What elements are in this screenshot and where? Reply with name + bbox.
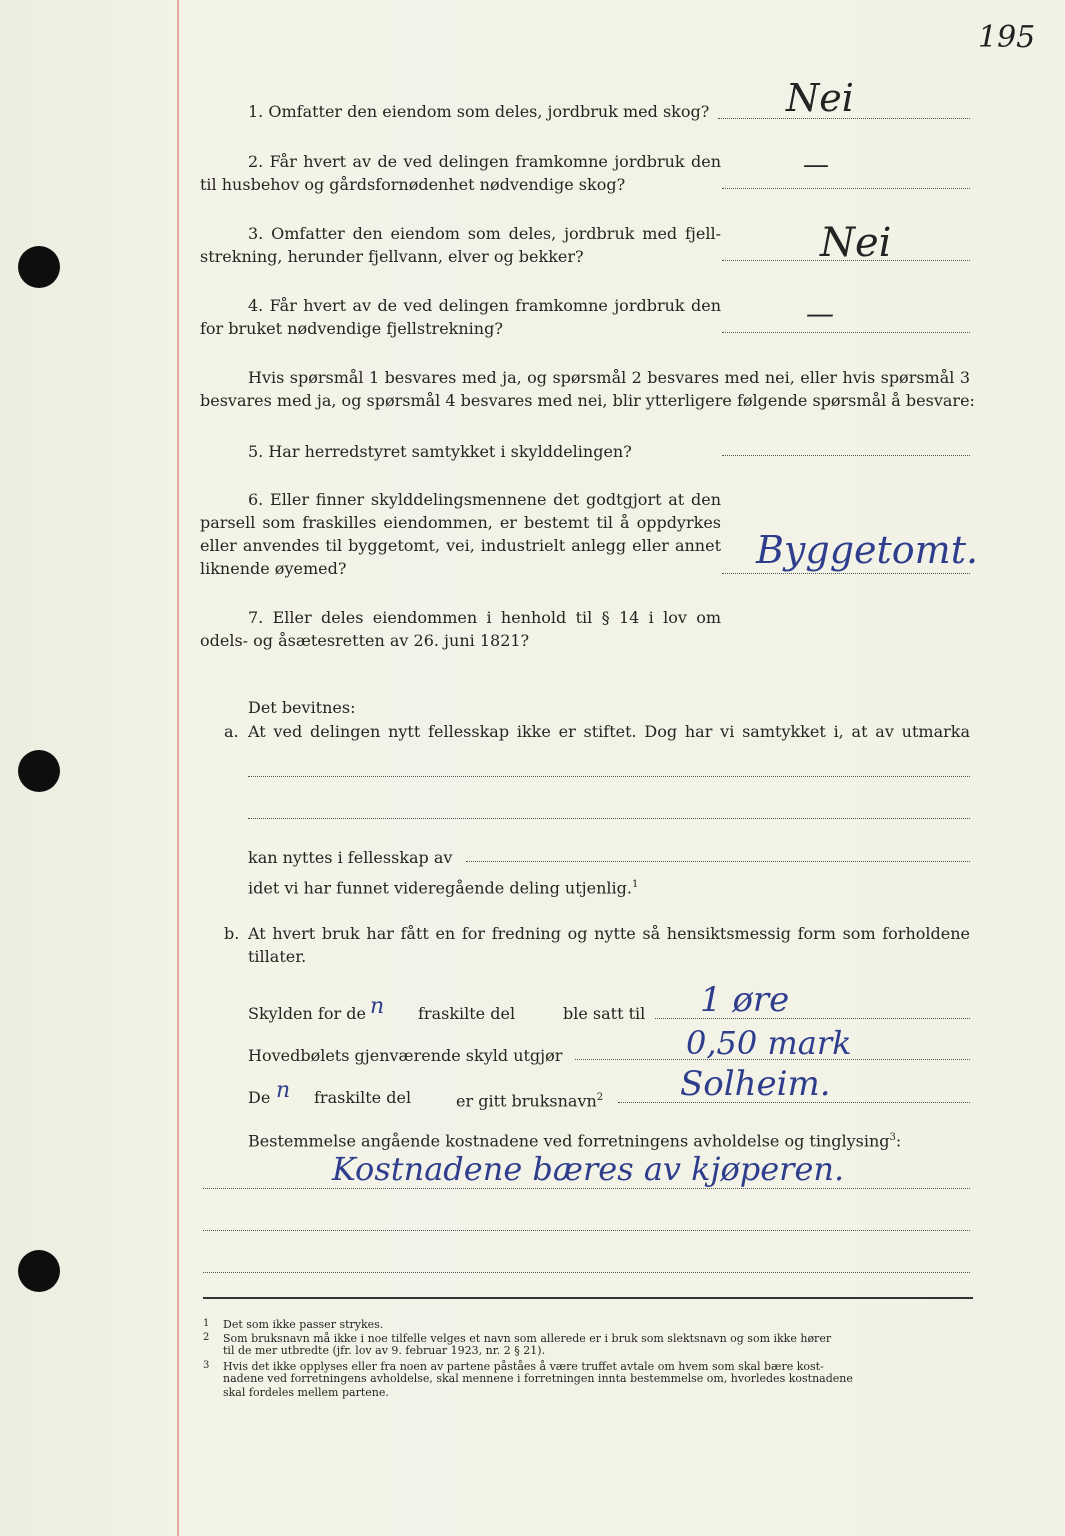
punch-hole	[18, 1250, 60, 1292]
footnote-ref: 3	[889, 1132, 896, 1143]
footnote-rule	[203, 1297, 973, 1299]
question-4-line-1: 4. Får hvert av de ved delingen framkomne jordbruk den	[248, 296, 721, 315]
punch-hole	[18, 750, 60, 792]
footnote-number: 1	[203, 1318, 210, 1329]
question-7-line-2: odels- og åsætesretten av 26. juni 1821?	[200, 631, 530, 650]
footnote-3	[203, 1359, 824, 1373]
bevitnes-heading: Det bevitnes:	[248, 698, 356, 717]
footnote-number: 2	[203, 1332, 210, 1343]
bruksnavn-handwritten-suffix: n	[276, 1078, 291, 1103]
question-3-line-1: 3. Omfatter den eiendom som deles, jordbruk med fjell-	[248, 224, 721, 243]
skyld-label-2: fraskilte del	[418, 1004, 516, 1023]
item-a-marker: a.	[224, 722, 239, 741]
margin-line	[177, 0, 179, 1536]
question-3-line-2: strekning, herunder fjellvann, elver og bekker?	[200, 247, 584, 266]
item-a-text: At ved delingen nytt fellesskap ikke er stiftet. Dog har vi samtykket i, at av utmarka	[248, 722, 970, 741]
footnote-2-cont: til de mer utbredte (jfr. lov av 9. februar 1923, nr. 2 § 21).	[223, 1344, 546, 1357]
footnote-3-cont: nadene ved forretningens avholdelse, skal mennene i forretningen innta bestemmelse om, hvorledes kostnadene	[223, 1372, 853, 1385]
kostnad-label	[248, 1126, 901, 1152]
footnote-2	[203, 1331, 831, 1345]
videre-label: idet vi har funnet videregående deling utjenlig.	[248, 878, 632, 898]
question-6-line-3: eller anvendes til byggetomt, vei, industrielt anlegg eller annet	[200, 536, 721, 555]
footnote-text: Som bruksnavn må ikke i noe tilfelle velges et navn som allerede er i bruk som slektsnavn og som ikke hører	[223, 1332, 832, 1345]
question-6-line-4: liknende øyemed?	[200, 559, 347, 578]
footnote-ref: 2	[596, 1092, 604, 1103]
question-6-line-2: parsell som fraskilles eiendommen, er bestemt til å oppdyrkes	[200, 513, 721, 532]
item-b-marker: b.	[224, 924, 240, 943]
skyld-handwritten-suffix: n	[370, 994, 385, 1019]
answer-line	[722, 188, 970, 189]
blank-line	[466, 861, 970, 862]
question-5-text: 5. Har herredstyret samtykket i skylddelingen?	[248, 442, 632, 461]
blank-line	[203, 1272, 970, 1273]
footnote-text: Det som ikke passer strykes.	[223, 1318, 384, 1331]
condition-line-2: besvares med ja, og spørsmål 4 besvares med nei, blir ytterligere følgende spørsmål å besvare:	[200, 391, 975, 410]
question-1-text: 1. Omfatter den eiendom som deles, jordbruk med skog?	[248, 102, 710, 121]
footnote-number: 3	[203, 1360, 210, 1371]
videre-text	[248, 873, 638, 899]
bruksnavn-label-2: fraskilte del	[314, 1088, 412, 1107]
footnote-ref: 1	[631, 879, 639, 890]
answer-line	[203, 1188, 970, 1189]
bruksnavn-label-3	[456, 1086, 603, 1112]
kostnad-colon: :	[895, 1131, 902, 1151]
kostnad-value: Kostnadene bæres av kjøperen.	[332, 1150, 845, 1188]
question-7-line-1: 7. Eller deles eiendommen i henhold til § 14 i lov om	[248, 608, 721, 627]
footnote-1	[203, 1317, 383, 1331]
question-3-answer: Nei	[820, 220, 892, 266]
answer-line	[722, 332, 970, 333]
page-number: 195	[978, 20, 1036, 55]
question-2-line-1: 2. Får hvert av de ved delingen framkomne jordbruk den	[248, 152, 721, 171]
blank-line	[248, 776, 970, 777]
question-6-answer: Byggetomt.	[756, 528, 979, 572]
blank-line	[248, 818, 970, 819]
hovedbol-label: Hovedbølets gjenværende skyld utgjør	[248, 1046, 563, 1065]
answer-line	[722, 573, 970, 574]
blank-line	[203, 1230, 970, 1231]
skyld-value: 1 øre	[700, 980, 790, 1020]
footnote-text: Hvis det ikke opplyses eller fra noen av partene påståes å være truffet avtale om hvem som skal bære kost-	[223, 1360, 824, 1373]
question-2-line-2: til husbehov og gårdsfornødenhet nødvendige skog?	[200, 175, 626, 194]
question-4-line-2: for bruket nødvendige fjellstrekning?	[200, 319, 503, 338]
question-6-line-1: 6. Eller finner skylddelingsmennene det godtgjort at den	[248, 490, 721, 509]
footnote-3-cont: skal fordeles mellem partene.	[223, 1386, 389, 1399]
skyld-label-3: ble satt til	[563, 1004, 646, 1023]
bruksnavn-label-1: De	[248, 1088, 271, 1107]
question-4-answer: —	[806, 297, 834, 330]
answer-line	[722, 455, 970, 456]
hovedbol-value: 0,50 mark	[686, 1024, 852, 1062]
condition-line-1: Hvis spørsmål 1 besvares med ja, og spørsmål 2 besvares med nei, eller hvis spørsmål 3	[248, 368, 970, 387]
item-b-line-1: At hvert bruk har fått en for fredning og nytte så hensiktsmessig form som forholdene	[248, 924, 970, 943]
item-b-line-2: tillater.	[248, 947, 307, 966]
bruksnavn-label-text: er gitt bruksnavn	[456, 1091, 597, 1111]
bruksnavn-value: Solheim.	[680, 1064, 831, 1104]
punch-hole	[18, 246, 60, 288]
skyld-label-1: Skylden for de	[248, 1004, 366, 1023]
question-2-answer: —	[803, 150, 829, 180]
kostnad-label-text: Bestemmelse angående kostnadene ved forretningens avholdelse og tinglysing	[248, 1131, 890, 1151]
question-1-answer: Nei	[786, 76, 854, 120]
fellesskap-label: kan nyttes i fellesskap av	[248, 848, 453, 867]
